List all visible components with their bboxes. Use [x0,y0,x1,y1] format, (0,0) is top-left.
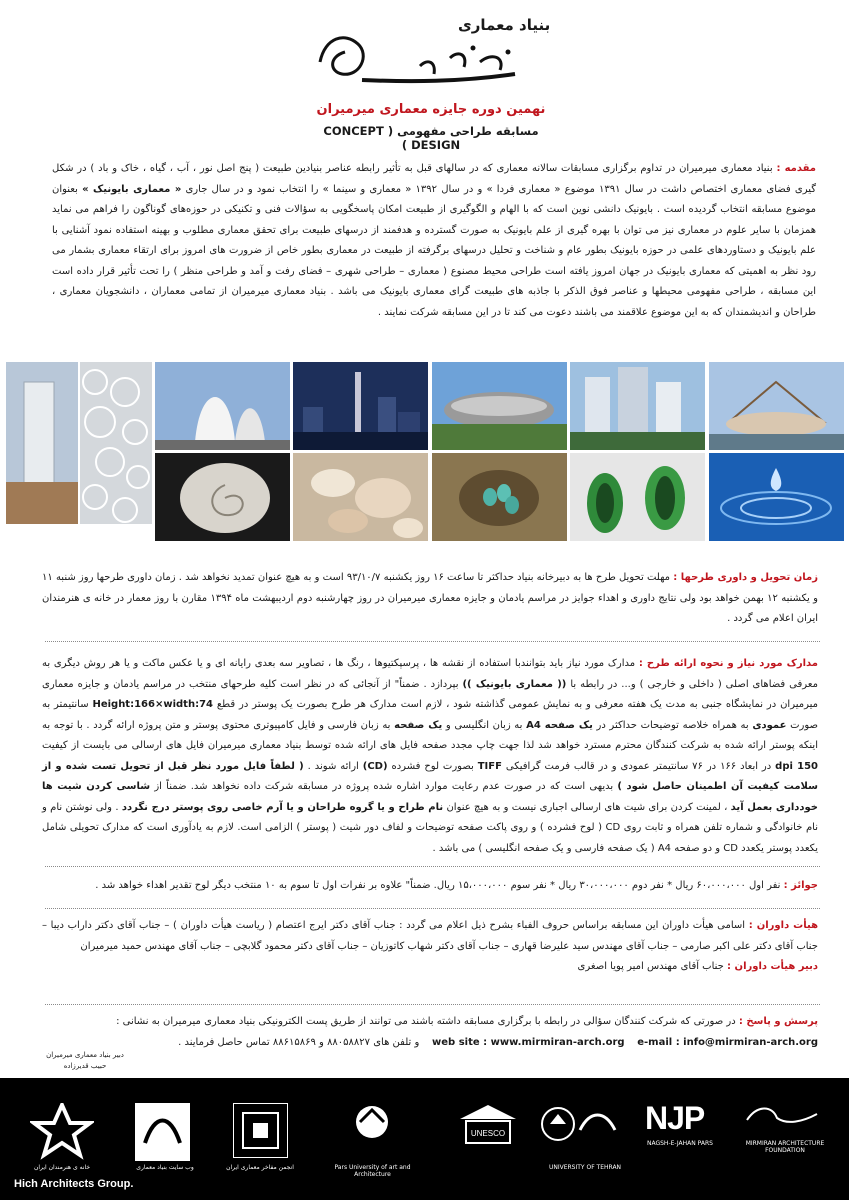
photo-water-drop [709,453,844,541]
documents-cd: (CD) [362,760,388,772]
heritage-society-logo [233,1103,288,1158]
divider [45,866,820,867]
unesco-text: UNESCO [470,1129,506,1138]
logo1-caption: خانه ی هنرمندان ایران [33,1164,91,1171]
mirmiran-signature-logo [300,22,550,102]
jury-label: هیأت داوران : [748,920,818,931]
logo2-caption: وب سایت بنیاد معماری [136,1164,194,1171]
photo-shell-building [155,362,290,450]
photo-nest-pavilion [709,362,844,450]
org-name: بنیاد معماری [458,16,551,34]
photo-green-pipes [570,453,705,541]
documents-poster-size: Height:166×width:74 [92,699,213,710]
photo-seashells [293,453,428,541]
logo8-caption: MIRMIRAN ARCHITECTURE FOUNDATION [745,1140,825,1154]
documents-section [42,654,818,859]
award-subtitle: مسابقه طراحی مفهومی ( CONCEPT DESIGN ) [323,124,539,152]
documents-text-2: بپردازد . ضمناً" از آنجائی که در نظر است کلیه طرحهای منتخب در مراسم یادمان و جایزه معماری میرمیران در نمایشگاه جنبی به مدت یک هفته معرفی و به نمایش عمومی گذاشته شود ، لازم است مدارک هر طرح بصورت یک پوستر در قطع [42,678,818,710]
intro-paragraph [52,159,816,323]
intro-topic: « معماری بایونیک » [82,183,182,195]
photo-birds-nest-stadium [432,362,567,450]
photo-birds-nest-eggs [432,453,567,541]
documents-text-1: مدارک مورد نیاز باید بتوانندبا استفاده از نقشه ها ، پرسپکتیوها ، رنگ ها ، تصاویر سه بعدی رایانه ای و یا عکس ماکت و یا هر روش دیگری به معرفی فضاهای اصلی ( داخلی و خارجی ) و... در رابطه با [42,658,818,690]
university-of-tehran-logo [540,1100,620,1158]
photo-high-rise-towers [570,362,705,450]
logo7-caption: NAGSH-E-JAHAN PARS [646,1140,713,1147]
documents-text-8: بصورت لوح فشرده [391,760,474,772]
website-logo [135,1103,190,1161]
divider [45,641,820,642]
divider [45,908,820,909]
logo3-caption: انجمن مفاخر معماری ایران [226,1164,294,1171]
footer-credit: Hich Architects Group. [14,1178,134,1190]
documents-text-4: به همراه خلاصه توضیحات حداکثر در [596,719,749,731]
divider [45,1004,820,1005]
unesco-logo [458,1103,518,1153]
documents-text-5: به زبان انگلیسی و [445,719,523,731]
logo6-caption: UNIVERSITY OF TEHRAN [548,1164,622,1171]
schedule-text: مهلت تحویل طرح ها به دبیرخانه بنیاد حداکثر تا ساعت ۱۶ روز یکشنبه ۹۳/۱۰/۷ است و به هیچ عنوان تمدید نخواهد شد . زمان داوری طرحها روز شنبه ۱۱ و یکشنبه ۱۲ بهمن خواهد بود ولی نتایج داوری و اهداء جوایز در مراسم یادمان و جایزه معماری میرمیران در روز چهارشنبه دوم اردیبهشت ماه ۱۳۹۴ مقارن با روز معمار در خانه ی هنرمندان ایران اعلام می گردد . [42,572,818,624]
documents-note: ( لطفاً فایل مورد نظر قبل از تحویل تست شده و از سلامت کیفیت آن اطمینان حاصل شود ) [42,760,818,792]
photo-bubble-facade [80,362,152,524]
jury-secretary: جناب آقای مهندس امیر پویا اصغری [577,961,724,972]
contact-label: پرسش و پاسخ : [738,1016,818,1027]
intro-text: بنیاد معماری میرمیران در تداوم برگزاری مسابقات سالانه معماری که در سالهای قبل به تأثیر رابطه عناصر بنیادین طبیعت ( پنج اصل نور ، آب ، گیاه ، خاک و باد ) در شکل گیری فضای معماری اختصاص داشت در سال ۱۳۹۱ موضوع « معماری فردا » و در سال ۱۳۹۲ « معماری و سینما » را انتخاب نمود و در سال جاری [52,163,816,195]
signature [40,1050,130,1072]
njp-logo: NJP [645,1100,705,1136]
contact-website-link[interactable]: web site : www.mirmiran-arch.org [432,1036,625,1048]
documents-text-12: . ولی نوشتن نام و نام خانوادگی و شماره تلفن همراه و ثابت روی CD ( لوح فشرده ) و روی پاکت صفحه توضیحات و لفاف دور شیت ( پوستر ) الزامی است. لازم به یادآوری است که مدارک تحویلی شامل یکعدد پوستر یکعدد CD و دو صفحه A4 ( یک صفحه فارسی و یک صفحه انگلیسی ) می باشد . [42,801,818,854]
prizes-section [42,876,818,897]
award-title: نهمین دوره جایزه معماری میرمیران [316,102,546,117]
photo-nautilus-shell [155,453,290,541]
prizes-text: نفر اول ۶۰،۰۰۰،۰۰۰ ریال * نفر دوم ۳۰،۰۰۰،۰۰۰ ریال * نفر سوم ۱۵،۰۰۰،۰۰۰ ریال. ضمناً" علاوه بر نفرات اول تا سوم به ۱۰ منتخب دیگر لوح تقدیر اهداء خواهد شد . [95,880,781,891]
jury-text: اسامی هیأت داوران این مسابقه براساس حروف الفباء بشرح ذیل اعلام می گردد : جناب آقای دکتر ایرج اعتصام ( ریاست هیأت داوران ) – جناب آقای دکتر داراب دیبا – جناب آقای دکتر علی اکبر صارمی – جناب آقای مهندس سید علیرضا قهاری – جناب آقای دکتر شهاب کاتوزیان – جناب آقای دکتر محمود گلابچی – جناب آقای مهندس حمید میرمیران [42,920,818,952]
schedule-section [42,568,818,630]
schedule-label: زمان تحویل و داوری طرحها : [673,572,818,583]
prizes-label: جوائز : [783,880,818,891]
documents-bionic: (( معماری بایونیک )) [462,678,567,690]
jury-section [42,916,818,978]
documents-tiff: TIFF [477,760,502,772]
intro-label: مقدمه : [776,163,816,174]
photo-tower-building [6,362,78,524]
pars-university-logo [335,1100,410,1158]
contact-phones: و تلفن های ۸۸۰۵۸۸۲۷ و ۸۸۶۱۵۸۶۹ تماس حاصل فرمایند . [178,1036,420,1048]
documents-text-9: ارائه شوند . [307,760,359,772]
jury-secretary-label: دبیر هیأت داوران : [727,961,818,972]
signature-line-1: دبیر بنیاد معماری میرمیران [46,1051,124,1059]
documents-one-page: یک صفحه [394,719,443,731]
contact-text: در صورتی که شرکت کنندگان سؤالی در رابطه با برگزاری مسابقه داشته باشند می توانند از طریق پست الکترونیکی بنیاد معماری میرمیران به نشانی : [116,1016,736,1027]
header [0,0,849,150]
documents-label: مدارک مورد نیاز و نحوه ارائه طرح : [638,658,818,669]
documents-text-11: ، لمینت کردن برای شیت های ارسالی اجباری نیست و به هیچ عنوان [446,801,728,813]
signature-line-2: حبیب قدیرزاده [63,1062,107,1070]
contact-section [42,1012,818,1053]
contact-email-link[interactable]: e-mail : info@mirmiran-arch.org [637,1036,818,1048]
documents-dpi: 150 dpi [775,760,819,772]
documents-text-10: بدیهی است که در صورت عدم رعایت موارد اشاره شده پروژه در مسابقه شرکت داده نخواهد شد. ضمناً از [154,781,614,792]
documents-text-3: سانتیمتر به صورت [42,699,818,731]
documents-text-7: در ابعاد ۱۶۶ در ۷۶ سانتیمتر عمودی و در قالب فرمت گرافیکی [505,760,772,772]
artists-house-logo [30,1103,94,1161]
documents-vertical: عمودی [752,719,787,731]
documents-name-warning: نام طراح و یا گروه طراحان و یا آرم خاصی روی پوستر درج نگردد [121,801,444,813]
intro-text-continued: بعنوان موضوع مسابقه انتخاب گردیده است . بایونیک دانشی نوین است که با الهام و الگوگیری از طبیعت امکان پاسخگویی به سؤالات فنی و تکنیکی در حوزه‌های گوناگون را فراهم می نماید همزمان با سایر علوم در معماری نیز می توان با بهره گیری از علم بایونیک به صورت گسترده و هدفمند از درسهای طبیعت برای تحقق معماری مطلوب و بهینه استفاده نمود آشنایی با علم بایونیک و دستاوردهای علمی در حوزه بایونیک بطور عام و شناخت و تحلیل درسهای برگرفته از طبیعت در معماری بطور خاص از ضرورت های امروز برای ارتقاء معماری بشمار می رود نظر به اهمیتی که معماری بایونیک در جهان امروز یافته است طراحی محیط مصنوع ( معماری – طراحی شهری – فضای رفت و آمد و طراحی منظر ) را تحت تأثیر قرار داده است این مسابقه ، طراحی مفهومی محیطها و عناصر فوق الذکر با جاذبه های طبیعت گرای معماری بایونیک می باشد . بنیاد معماری میرمیران از تمامی معماران ، دانشجویان معماری ، طراحان و اندیشمندان که به این موضوع علاقمند می باشند دعوت می کند تا در این مسابقه شرکت نمایند . [52,183,816,318]
documents-anon: شاسی کردن شیت ها خودداری بعمل آید [42,781,819,813]
documents-text-6: به زبان فارسی و فایل کامپیوتری محتوی پوستر و متن پروژه ارائه گردد . با توجه به اینکه پوستر ارائه شده به شرکت کنندگان محترم مسترد خواهد شد لذا جهت چاپ مجدد صفحه فایل های ارائه شده توسط بنیاد معماری میرمیران فایل های ارسالی می بایست از کیفیت [42,719,818,751]
mirmiran-foundation-logo [742,1100,822,1136]
footer [0,1078,849,1200]
documents-a4: یک صفحه A4 [526,719,593,731]
photo-city-skyline [293,362,428,450]
logo4-caption: Pars University of art and Architecture [334,1164,411,1178]
